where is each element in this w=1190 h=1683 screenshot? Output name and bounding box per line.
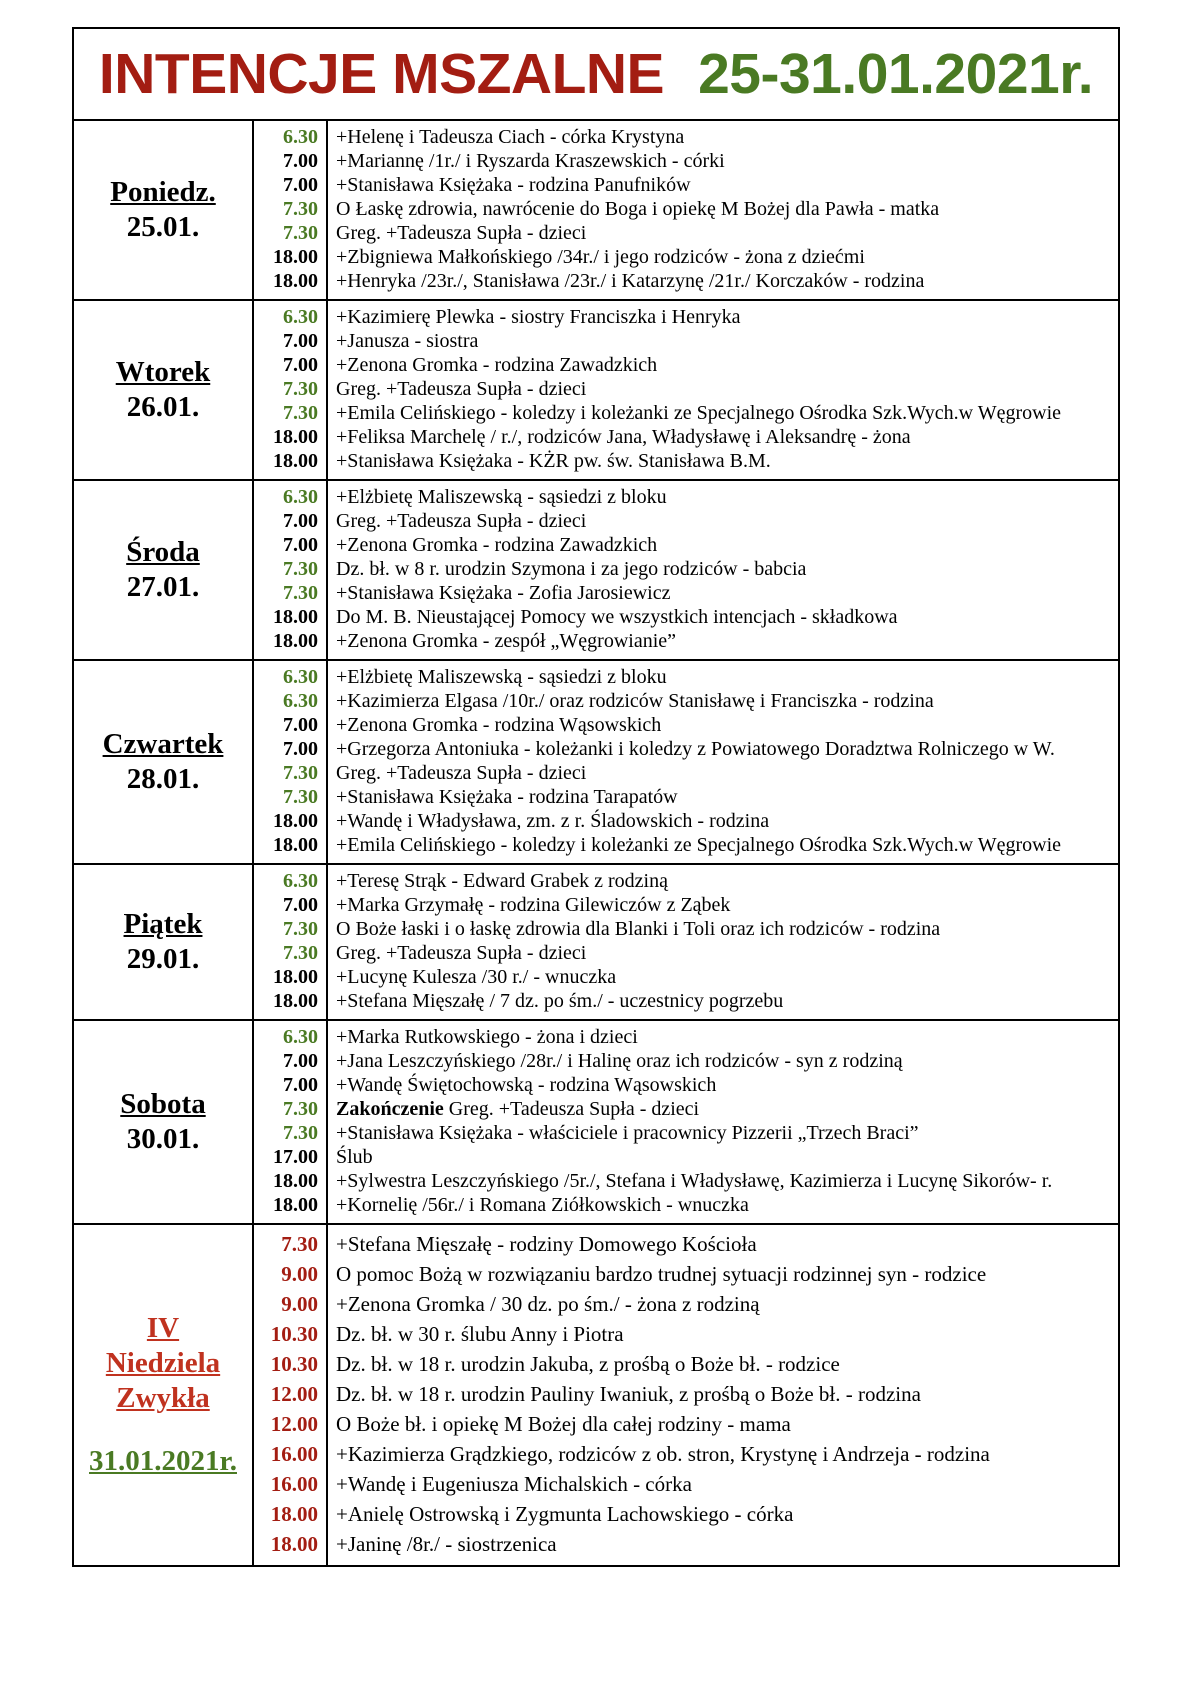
intention-text: +Kazimierę Plewka - siostry Franciszka i Henryka — [336, 306, 741, 328]
day-date: 27.01. — [126, 571, 200, 603]
intention-text: +Grzegorza Antoniuka - koleżanki i koledzy z Powiatowego Doradztwa Rolniczego w W. — [336, 738, 1055, 760]
day-block — [74, 481, 1118, 661]
intention-text: +Helenę i Tadeusza Ciach - córka Krystyna — [336, 126, 685, 148]
intention-text: +Kazimierza Elgasa /10r./ oraz rodziców Stanisławę i Franciszka - rodzina — [336, 690, 934, 712]
mass-time: 7.30 — [283, 402, 318, 424]
intention-text: +Janusza - siostra — [336, 330, 479, 352]
mass-intention — [336, 1469, 1118, 1499]
intention-bold-prefix: Zakończenie — [336, 1098, 444, 1120]
day-block — [74, 661, 1118, 865]
mass-intention — [336, 1289, 1118, 1319]
mass-intention — [336, 509, 1118, 533]
mass-time: 6.30 — [283, 666, 318, 688]
intention-text: +Stanisława Księżaka - rodzina Panufników — [336, 174, 691, 196]
intention-text: +Kazimierza Grądzkiego, rodziców z ob. stron, Krystynę i Andrzeja - rodzina — [336, 1442, 990, 1466]
mass-times — [254, 661, 328, 863]
day-block — [74, 1225, 1118, 1565]
mass-time: 12.00 — [270, 1382, 318, 1406]
mass-intention — [336, 1097, 1118, 1121]
intention-text: Greg. +Tadeusza Supła - dzieci — [336, 222, 587, 244]
mass-time: 7.30 — [283, 762, 318, 784]
mass-time: 18.00 — [273, 810, 318, 832]
mass-intention — [336, 1409, 1118, 1439]
intention-text: +Stanisława Księżaka - rodzina Tarapatów — [336, 786, 678, 808]
mass-intention — [336, 449, 1118, 473]
mass-intention — [336, 401, 1118, 425]
mass-intention — [336, 1049, 1118, 1073]
mass-time: 6.30 — [283, 306, 318, 328]
mass-time: 7.30 — [283, 786, 318, 808]
mass-time: 18.00 — [273, 966, 318, 988]
mass-time: 18.00 — [273, 630, 318, 652]
mass-intention — [336, 761, 1118, 785]
mass-times — [254, 301, 328, 479]
mass-time: 7.00 — [283, 1050, 318, 1072]
mass-intention — [336, 485, 1118, 509]
mass-time: 18.00 — [273, 270, 318, 292]
intention-text: +Stanisława Księżaka - KŻR pw. św. Stanisława B.M. — [336, 450, 771, 472]
mass-intention — [336, 1229, 1118, 1259]
intention-text: +Henryka /23r./, Stanisława /23r./ i Katarzynę /21r./ Korczaków - rodzina — [336, 270, 925, 292]
intention-text: +Stefana Mięszałę / 7 dz. po śm./ - uczestnicy pogrzebu — [336, 990, 784, 1012]
mass-intention — [336, 1499, 1118, 1529]
mass-times — [254, 865, 328, 1019]
intention-text: Greg. +Tadeusza Supła - dzieci — [336, 378, 587, 400]
mass-intention — [336, 689, 1118, 713]
mass-time: 7.30 — [283, 558, 318, 580]
mass-intention — [336, 149, 1118, 173]
intention-text: +Elżbietę Maliszewską - sąsiedzi z bloku — [336, 666, 667, 688]
intention-text: +Stanisława Księżaka - właściciele i pracownicy Pizzerii „Trzech Braci” — [336, 1122, 919, 1144]
mass-time: 18.00 — [273, 246, 318, 268]
intention-text: Dz. bł. w 18 r. urodzin Jakuba, z prośbą o Boże bł. - rodzice — [336, 1352, 840, 1376]
mass-time: 18.00 — [273, 450, 318, 472]
day-name: Środa — [126, 536, 200, 568]
mass-intention — [336, 221, 1118, 245]
mass-intentions — [328, 481, 1118, 659]
mass-time: 7.30 — [283, 942, 318, 964]
mass-intention — [336, 1073, 1118, 1097]
sunday-title-line: Niedziela — [105, 1347, 221, 1379]
mass-time: 7.00 — [283, 174, 318, 196]
mass-intention — [336, 965, 1118, 989]
intention-text: +Marka Grzymałę - rodzina Gilewiczów z Ząbek — [336, 894, 731, 916]
intention-text: +Elżbietę Maliszewską - sąsiedzi z bloku — [336, 486, 667, 508]
intention-text: +Kornelię /56r./ i Romana Ziółkowskich - wnuczka — [336, 1194, 749, 1216]
mass-intention — [336, 353, 1118, 377]
mass-time: 6.30 — [283, 126, 318, 148]
mass-intention — [336, 197, 1118, 221]
intention-text: +Wandę i Władysława, zm. z r. Śladowskich - rodzina — [336, 810, 770, 832]
intention-text: +Zbigniewa Małkońskiego /34r./ i jego rodziców - żona z dziećmi — [336, 246, 865, 268]
day-name: Wtorek — [115, 356, 211, 388]
intention-text: +Marka Rutkowskiego - żona i dzieci — [336, 1026, 638, 1048]
intention-text: +Teresę Strąk - Edward Grabek z rodziną — [336, 870, 668, 892]
mass-intention — [336, 1259, 1118, 1289]
intention-text: O pomoc Bożą w rozwiązaniu bardzo trudnej sytuacji rodzinnej syn - rodzice — [336, 1262, 987, 1286]
mass-time: 7.30 — [283, 198, 318, 220]
intention-text: Ślub — [336, 1146, 373, 1168]
mass-time: 7.00 — [283, 150, 318, 172]
mass-intentions — [328, 661, 1118, 863]
mass-time: 7.30 — [283, 378, 318, 400]
page-title: INTENCJE MSZALNE — [98, 42, 665, 106]
intention-text: Dz. bł. w 18 r. urodzin Pauliny Iwaniuk, z prośbą o Boże bł. - rodzina — [336, 1382, 921, 1406]
mass-time: 7.00 — [283, 354, 318, 376]
day-label — [74, 865, 254, 1019]
mass-intention — [336, 1439, 1118, 1469]
mass-intention — [336, 173, 1118, 197]
mass-time: 12.00 — [270, 1412, 318, 1436]
mass-intention — [336, 1121, 1118, 1145]
mass-intention — [336, 869, 1118, 893]
mass-time: 7.30 — [283, 918, 318, 940]
day-label — [74, 1225, 254, 1565]
mass-intention — [336, 893, 1118, 917]
intention-text: +Zenona Gromka - rodzina Wąsowskich — [336, 714, 662, 736]
mass-time: 7.00 — [283, 714, 318, 736]
mass-intention — [336, 269, 1118, 293]
mass-times — [254, 1021, 328, 1223]
mass-intention — [336, 785, 1118, 809]
mass-time: 9.00 — [281, 1262, 318, 1286]
page-header — [74, 29, 1118, 121]
intention-text: Greg. +Tadeusza Supła - dzieci — [443, 1098, 700, 1120]
intention-text: Greg. +Tadeusza Supła - dzieci — [336, 942, 587, 964]
intention-text: +Stanisława Księżaka - Zofia Jarosiewicz — [336, 582, 671, 604]
mass-time: 18.00 — [273, 1194, 318, 1216]
mass-intention — [336, 1193, 1118, 1217]
intentions-sheet — [72, 27, 1120, 1567]
day-date: 28.01. — [126, 763, 200, 795]
mass-time: 17.00 — [273, 1146, 318, 1168]
mass-time: 10.30 — [270, 1352, 318, 1376]
mass-intention — [336, 629, 1118, 653]
mass-intention — [336, 941, 1118, 965]
intention-text: O Łaskę zdrowia, nawrócenie do Boga i opiekę M Bożej dla Pawła - matka — [336, 198, 940, 220]
mass-intention — [336, 329, 1118, 353]
mass-times — [254, 481, 328, 659]
mass-intention — [336, 989, 1118, 1013]
mass-intentions — [328, 1225, 1118, 1565]
mass-intention — [336, 665, 1118, 689]
intention-text: +Anielę Ostrowską i Zygmunta Lachowskiego - córka — [336, 1502, 794, 1526]
mass-time: 10.30 — [270, 1322, 318, 1346]
mass-time: 18.00 — [273, 426, 318, 448]
sunday-date: 31.01.2021r. — [89, 1445, 237, 1477]
intention-text: +Mariannę /1r./ i Ryszarda Kraszewskich - córki — [336, 150, 725, 172]
mass-time: 7.00 — [283, 534, 318, 556]
intention-text: +Wandę Świętochowską - rodzina Wąsowskich — [336, 1074, 717, 1096]
mass-time: 7.00 — [283, 330, 318, 352]
day-label — [74, 301, 254, 479]
mass-intention — [336, 1349, 1118, 1379]
day-label — [74, 481, 254, 659]
mass-time: 18.00 — [273, 1170, 318, 1192]
day-block — [74, 1021, 1118, 1225]
intention-text: +Zenona Gromka - zespół „Węgrowianie” — [336, 630, 677, 652]
day-date: 25.01. — [126, 211, 200, 243]
day-block — [74, 121, 1118, 301]
mass-time: 7.30 — [283, 1098, 318, 1120]
day-label — [74, 1021, 254, 1223]
mass-intention — [336, 557, 1118, 581]
mass-intention — [336, 581, 1118, 605]
page-date-range: 25-31.01.2021r. — [698, 42, 1094, 106]
mass-time: 6.30 — [283, 870, 318, 892]
intention-text: +Wandę i Eugeniusza Michalskich - córka — [336, 1472, 692, 1496]
mass-times — [254, 1225, 328, 1565]
mass-time: 6.30 — [283, 1026, 318, 1048]
mass-intention — [336, 1169, 1118, 1193]
mass-time: 7.30 — [281, 1232, 318, 1256]
mass-time: 7.00 — [283, 738, 318, 760]
intention-text: +Emila Celińskiego - koledzy i koleżanki ze Specjalnego Ośrodka Szk.Wych.w Węgrowie — [336, 834, 1062, 856]
day-date: 30.01. — [126, 1123, 200, 1155]
day-name: Piątek — [123, 908, 203, 940]
intention-text: +Zenona Gromka / 30 dz. po śm./ - żona z rodziną — [336, 1292, 760, 1316]
intention-text: Dz. bł. w 30 r. ślubu Anny i Piotra — [336, 1322, 624, 1346]
mass-intention — [336, 305, 1118, 329]
day-label — [74, 121, 254, 299]
sunday-title-line: IV — [146, 1312, 180, 1344]
mass-intentions — [328, 301, 1118, 479]
mass-intention — [336, 1319, 1118, 1349]
mass-time: 7.00 — [283, 510, 318, 532]
mass-intention — [336, 1025, 1118, 1049]
intention-text: +Jana Leszczyńskiego /28r./ i Halinę oraz ich rodziców - syn z rodziną — [336, 1050, 903, 1072]
mass-intention — [336, 245, 1118, 269]
mass-intention — [336, 125, 1118, 149]
intention-text: Greg. +Tadeusza Supła - dzieci — [336, 762, 587, 784]
days-table — [74, 121, 1118, 1565]
intention-text: +Janinę /8r./ - siostrzenica — [336, 1532, 557, 1556]
day-date: 26.01. — [126, 391, 200, 423]
mass-time: 18.00 — [273, 606, 318, 628]
day-name: Poniedz. — [110, 176, 216, 208]
mass-time: 18.00 — [273, 990, 318, 1012]
mass-intentions — [328, 865, 1118, 1019]
intention-text: +Stefana Mięszałę - rodziny Domowego Kościoła — [336, 1232, 757, 1256]
intention-text: +Lucynę Kulesza /30 r./ - wnuczka — [336, 966, 617, 988]
mass-time: 6.30 — [283, 690, 318, 712]
intention-text: +Emila Celińskiego - koledzy i koleżanki ze Specjalnego Ośrodka Szk.Wych.w Węgrowie — [336, 402, 1062, 424]
intention-text: Do M. B. Nieustającej Pomocy we wszystkich intencjach - składkowa — [336, 606, 898, 628]
mass-time: 18.00 — [270, 1532, 318, 1556]
mass-time: 16.00 — [270, 1442, 318, 1466]
day-block — [74, 301, 1118, 481]
mass-intention — [336, 917, 1118, 941]
mass-time: 16.00 — [270, 1472, 318, 1496]
mass-intentions — [328, 121, 1118, 299]
day-block — [74, 865, 1118, 1021]
mass-intention — [336, 809, 1118, 833]
intention-text: Dz. bł. w 8 r. urodzin Szymona i za jego rodziców - babcia — [336, 558, 807, 580]
intention-text: O Boże łaski i o łaskę zdrowia dla Blanki i Toli oraz ich rodziców - rodzina — [336, 918, 941, 940]
intention-text: +Feliksa Marchelę / r./, rodziców Jana, Władysławę i Aleksandrę - żona — [336, 426, 911, 448]
mass-intention — [336, 1379, 1118, 1409]
mass-intention — [336, 1145, 1118, 1169]
intention-text: +Sylwestra Leszczyńskiego /5r./, Stefana i Władysławę, Kazimierza i Lucynę Sikorów- r. — [336, 1170, 1053, 1192]
mass-time: 18.00 — [273, 834, 318, 856]
mass-intention — [336, 1529, 1118, 1559]
mass-intention — [336, 425, 1118, 449]
mass-intention — [336, 737, 1118, 761]
mass-intentions — [328, 1021, 1118, 1223]
mass-intention — [336, 377, 1118, 401]
intention-text: Greg. +Tadeusza Supła - dzieci — [336, 510, 587, 532]
mass-time: 7.00 — [283, 1074, 318, 1096]
intention-text: +Zenona Gromka - rodzina Zawadzkich — [336, 354, 658, 376]
sunday-title-line: Zwykła — [116, 1382, 210, 1414]
mass-time: 7.30 — [283, 222, 318, 244]
mass-time: 7.30 — [283, 1122, 318, 1144]
day-name: Czwartek — [102, 728, 224, 760]
mass-intention — [336, 713, 1118, 737]
day-name: Sobota — [120, 1088, 206, 1120]
mass-time: 6.30 — [283, 486, 318, 508]
day-date: 29.01. — [126, 943, 200, 975]
intention-text: +Zenona Gromka - rodzina Zawadzkich — [336, 534, 658, 556]
mass-time: 9.00 — [281, 1292, 318, 1316]
day-label — [74, 661, 254, 863]
mass-time: 7.00 — [283, 894, 318, 916]
mass-time: 18.00 — [270, 1502, 318, 1526]
mass-intention — [336, 533, 1118, 557]
intention-text: O Boże bł. i opiekę M Bożej dla całej rodziny - mama — [336, 1412, 791, 1436]
mass-time: 7.30 — [283, 582, 318, 604]
mass-intention — [336, 833, 1118, 857]
mass-intention — [336, 605, 1118, 629]
mass-times — [254, 121, 328, 299]
